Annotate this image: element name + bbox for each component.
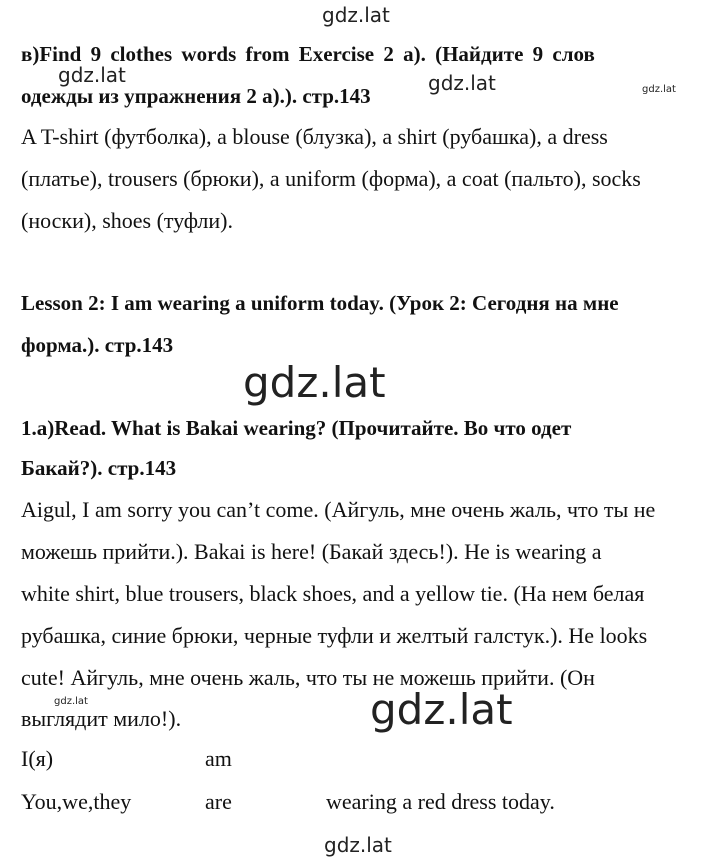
exercise-text-line-4: рубашка, синие брюки, черные туфли и желтый галстук.). He looks: [21, 623, 648, 648]
exercise-text-line-1: Aigul, I am sorry you can’t come. (Айгуль, мне очень жаль, что ты не: [21, 497, 656, 522]
lesson-title-line-2: форма.). стр.143: [21, 333, 174, 357]
section-b-text-line-3: (носки), shoes (туфли).: [21, 208, 233, 233]
exercise-text-line-6: выглядит мило!).: [21, 706, 182, 731]
watermark-mid: gdz.lat: [428, 71, 496, 95]
section-b-heading-line-2: одежды из упражнения 2 а).). стр.143: [21, 84, 371, 108]
watermark-big-lower: gdz.lat: [370, 685, 513, 734]
section-b-heading-line-1: в)Find 9 clothes words from Exercise 2 a). (Найдите 9 слов: [21, 42, 595, 66]
watermark-left-small: gdz.lat: [58, 63, 126, 87]
grammar-subject-2: You,we,they: [21, 789, 132, 814]
exercise-heading-line-2: Бакай?). стр.143: [21, 456, 177, 480]
exercise-text-line-2: можешь прийти.). Bakai is here! (Бакай здесь!). He is wearing a: [21, 539, 602, 564]
exercise-text-line-5: cute! Айгуль, мне очень жаль, что ты не можешь прийти. (Он: [21, 665, 595, 690]
lesson-title-line-1: Lesson 2: I am wearing a uniform today. (Урок 2: Сегодня на мне: [21, 291, 619, 315]
watermark-tiny-right: gdz.lat: [642, 84, 676, 95]
watermark-top: gdz.lat: [322, 3, 390, 27]
grammar-subject-1: I(я): [21, 746, 54, 771]
section-b-text-line-2: (платье), trousers (брюки), a uniform (форма), a coat (пальто), socks: [21, 166, 641, 191]
watermark-big-center: gdz.lat: [243, 358, 386, 407]
grammar-rest-2: wearing a red dress today.: [326, 789, 555, 814]
watermark-small-lower: gdz.lat: [54, 696, 88, 707]
section-b-text-line-1: A T-shirt (футболка), a blouse (блузка), a shirt (рубашка), a dress: [21, 124, 608, 149]
grammar-verb-2: are: [205, 789, 232, 814]
grammar-verb-1: am: [205, 746, 232, 771]
exercise-heading-line-1: 1.a)Read. What is Bakai wearing? (Прочитайте. Во что одет: [21, 416, 572, 440]
exercise-text-line-3: white shirt, blue trousers, black shoes, and a yellow tie. (На нем белая: [21, 581, 645, 606]
watermark-bottom: gdz.lat: [324, 833, 392, 857]
